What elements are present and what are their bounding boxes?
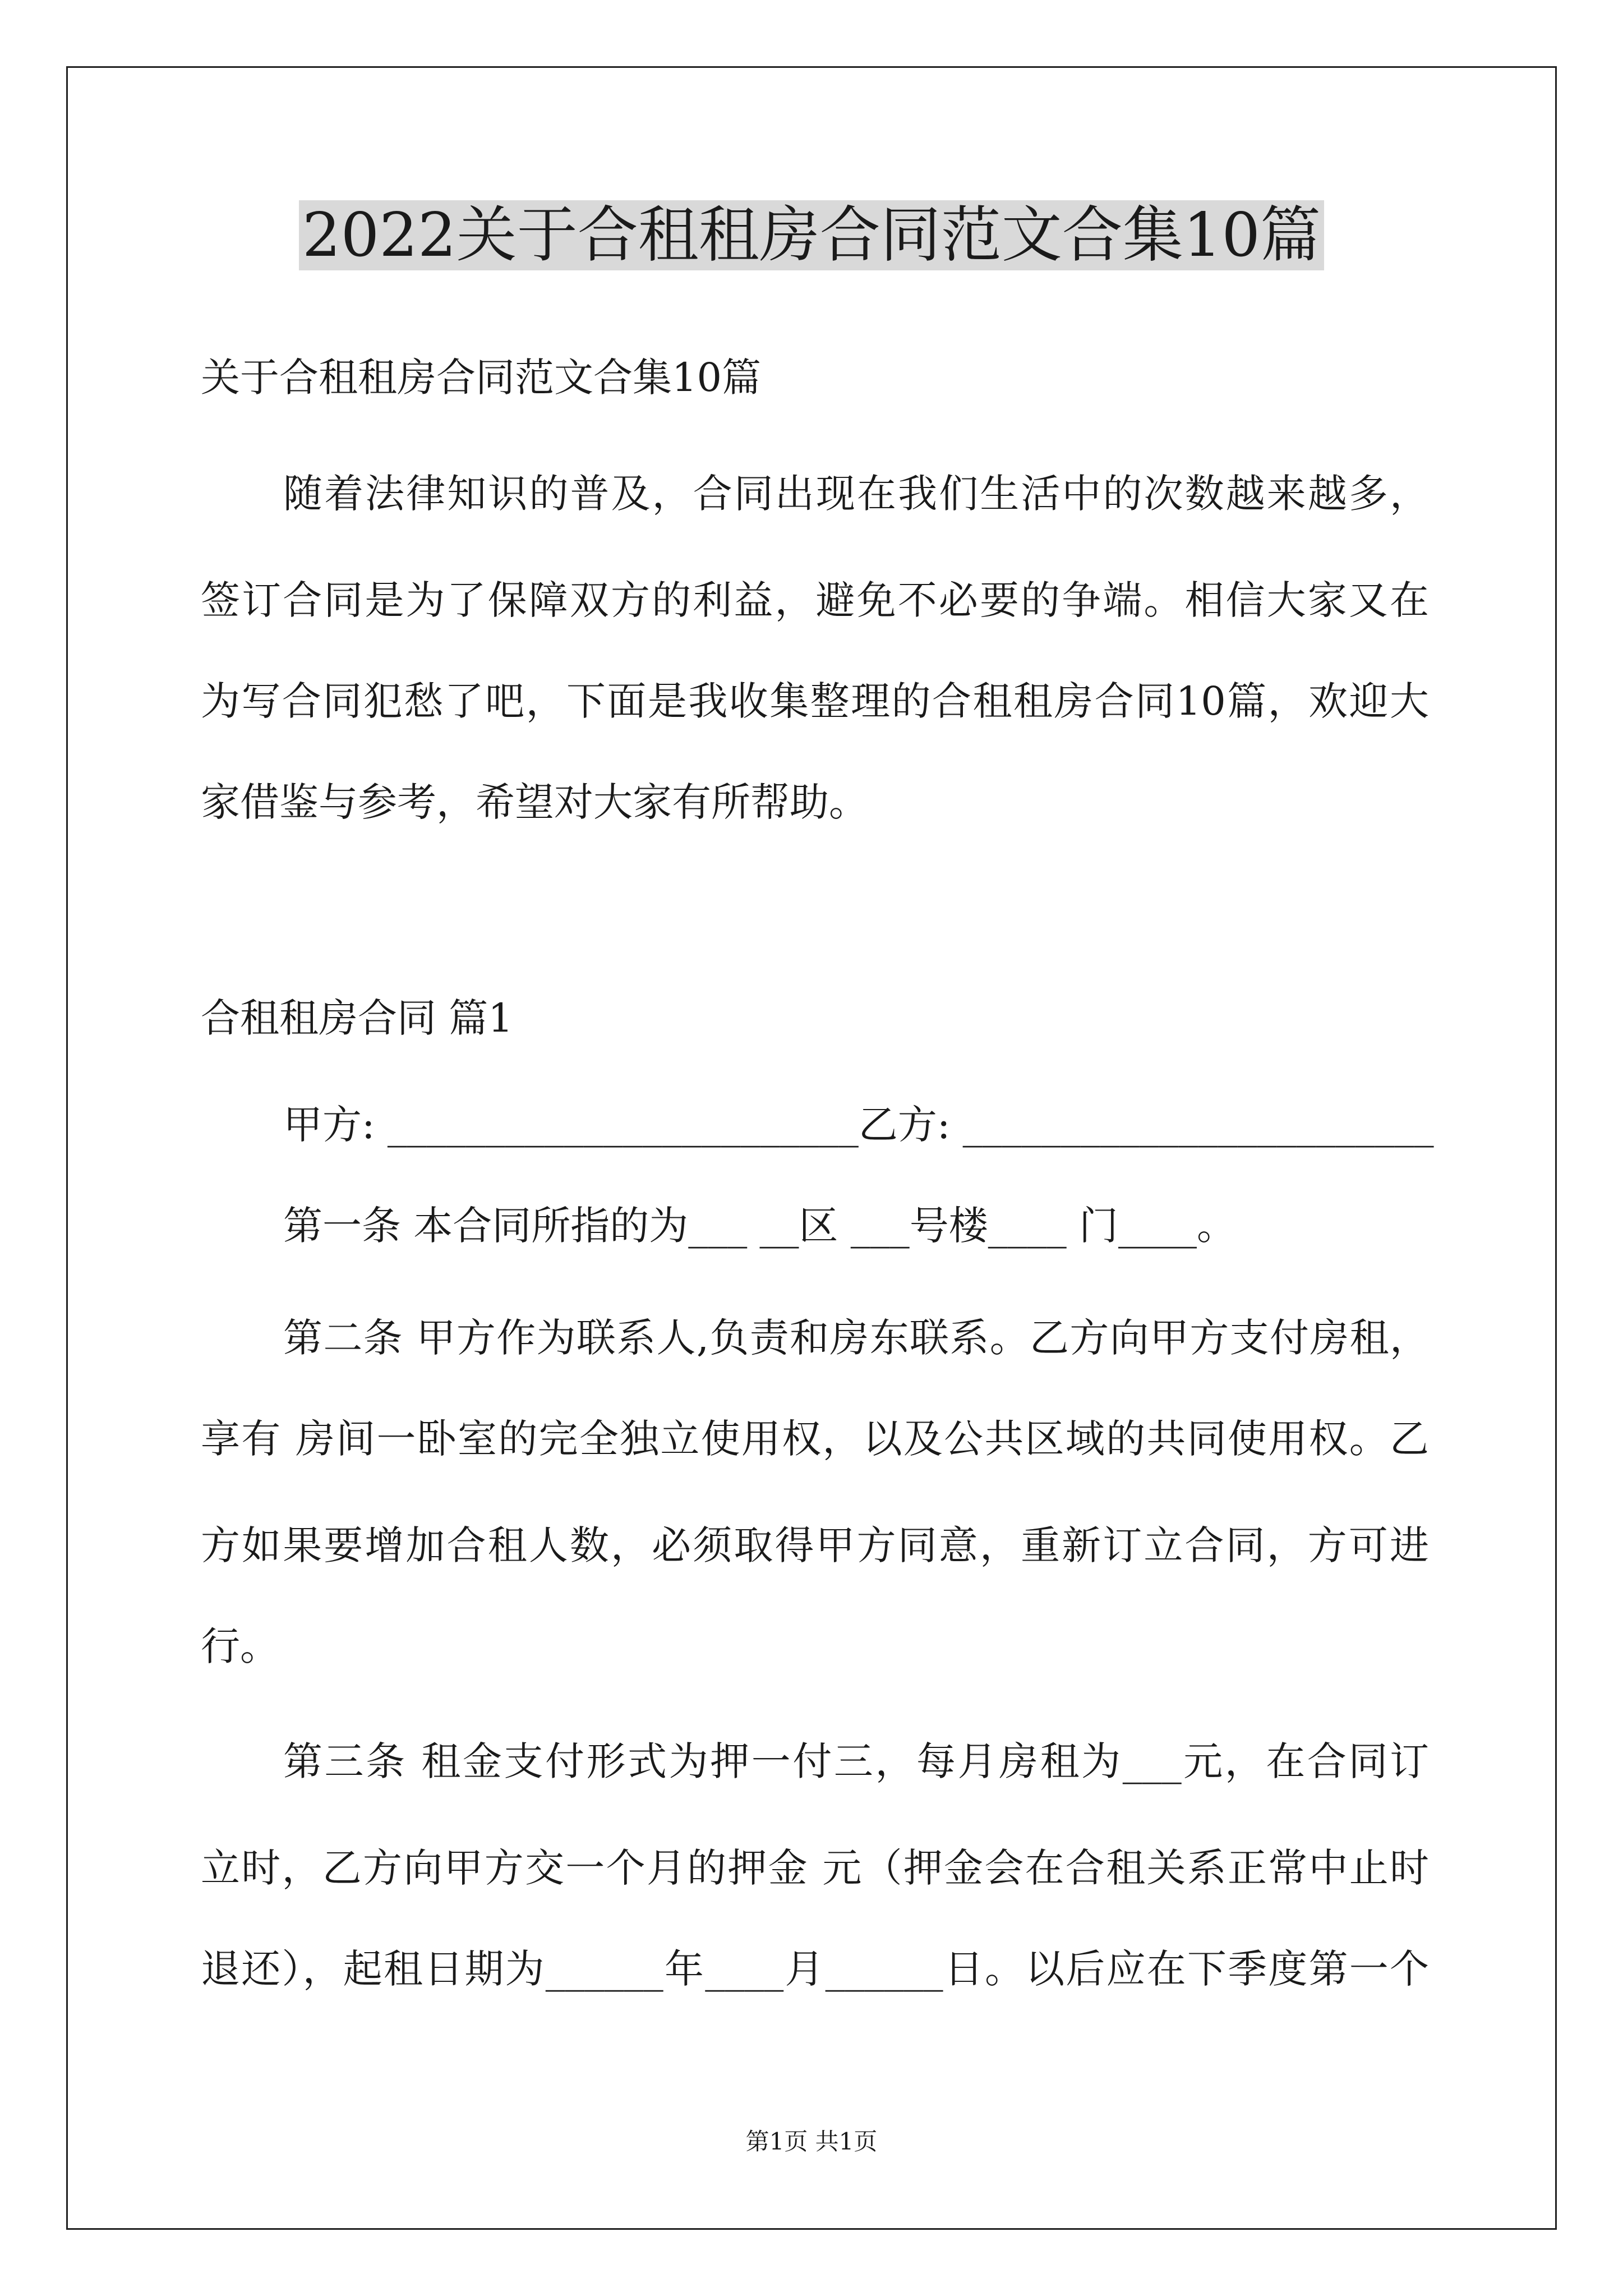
document-subtitle: 关于合租租房合同范文合集10篇 xyxy=(201,355,762,401)
page-footer: 第1页 共1页 xyxy=(745,2128,878,2155)
clause-3-line-3-text: 退还），起租日期为______年____月______日。以后应在下季度第一个 xyxy=(201,1946,1429,1992)
clause-2-line-4: 行。 xyxy=(201,1623,279,1669)
intro-line-1-text: 随着法律知识的普及，合同出现在我们生活中的次数越来越多， xyxy=(283,471,1429,517)
clause-2-line-3 xyxy=(201,1520,1429,1571)
intro-line-2 xyxy=(201,575,1429,625)
clause-2-line-3-text: 方如果要增加合租人数，必须取得甲方同意，重新订立合同，方可进 xyxy=(201,1522,1429,1568)
document-title-text: 2022关于合租租房合同范文合集10篇 xyxy=(299,200,1324,270)
parties-line-text: 甲方: ________________________乙方: ________________________ xyxy=(283,1102,1434,1148)
clause-2-line-2 xyxy=(201,1414,1429,1464)
intro-line-4: 家借鉴与参考，希望对大家有所帮助。 xyxy=(201,779,868,825)
clause-2-line-1 xyxy=(283,1313,1429,1363)
intro-line-3-text: 为写合同犯愁了吧，下面是我收集整理的合租租房合同10篇，欢迎大 xyxy=(201,678,1429,724)
clause-3-line-1 xyxy=(283,1736,1429,1787)
intro-line-2-text: 签订合同是为了保障双方的利益，避免不必要的争端。相信大家又在 xyxy=(201,577,1429,623)
clause-2-line-2-text: 享有 房间一卧室的完全独立使用权，以及公共区域的共同使用权。乙 xyxy=(201,1416,1429,1462)
clause-2-line-1-text: 第二条 甲方作为联系人,负责和房东联系。乙方向甲方支付房租， xyxy=(283,1315,1429,1361)
parties-line xyxy=(283,1099,1434,1150)
clause-3-line-2-text: 立时，乙方向甲方交一个月的押金 元（押金会在合租关系正常中止时 xyxy=(201,1845,1429,1891)
clause-3-line-2 xyxy=(201,1843,1429,1893)
intro-line-1 xyxy=(283,468,1429,519)
clause-1: 第一条 本合同所指的为___ __区 ___号楼____ 门____。 xyxy=(283,1203,1237,1249)
section-heading: 合租租房合同 篇1 xyxy=(201,995,513,1041)
clause-3-line-3 xyxy=(201,1944,1429,1994)
clause-3-line-1-text: 第三条 租金支付形式为押一付三，每月房租为___元，在合同订 xyxy=(283,1738,1429,1784)
document-title xyxy=(0,199,1623,272)
intro-line-3 xyxy=(201,676,1429,726)
